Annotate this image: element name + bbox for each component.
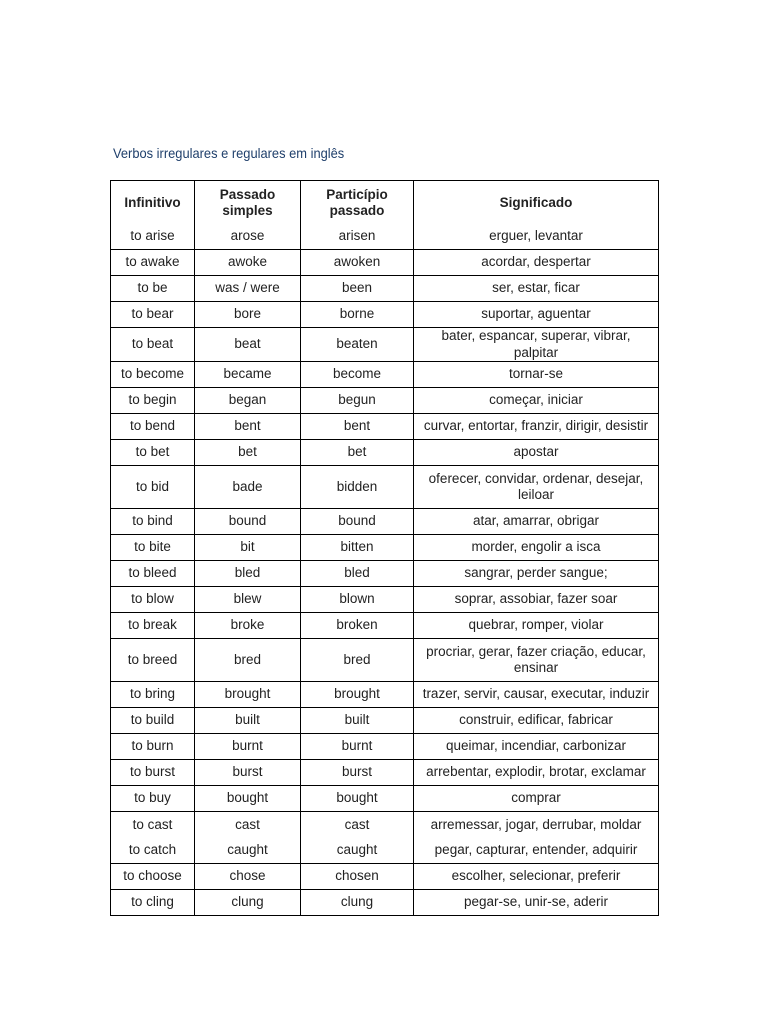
passado-simples-cell: was / were [195, 276, 301, 302]
passado-simples-cell: bred [195, 639, 301, 682]
participio-passado-cell: begun [301, 388, 414, 414]
significado-cell: escolher, selecionar, preferir [414, 864, 659, 890]
table-row [111, 812, 659, 838]
infinitivo-cell: to blow [111, 587, 195, 613]
infinitivo-cell: to beat [111, 328, 195, 362]
participio-passado-cell: cast [301, 812, 414, 838]
infinitivo-cell: to breed [111, 639, 195, 682]
significado-cell: bater, espancar, superar, vibrar, palpitar [414, 328, 659, 362]
participio-passado-cell: burnt [301, 734, 414, 760]
table-row [111, 466, 659, 509]
significado-cell: soprar, assobiar, fazer soar [414, 587, 659, 613]
header-significado: Significado [414, 181, 659, 224]
passado-simples-cell: bet [195, 440, 301, 466]
header-participio-passado-text: Particípio passado [326, 186, 388, 219]
significado-cell: suportar, aguentar [414, 302, 659, 328]
infinitivo-cell: to be [111, 276, 195, 302]
passado-simples-cell: arose [195, 224, 301, 250]
participio-passado-cell: bidden [301, 466, 414, 509]
participio-passado-cell: beaten [301, 328, 414, 362]
infinitivo-cell: to bite [111, 535, 195, 561]
passado-simples-cell: bought [195, 786, 301, 812]
table-row [111, 362, 659, 388]
table-row [111, 682, 659, 708]
table-row [111, 414, 659, 440]
participio-passado-cell: built [301, 708, 414, 734]
significado-cell: morder, engolir a isca [414, 535, 659, 561]
infinitivo-cell: to begin [111, 388, 195, 414]
significado-cell: começar, iniciar [414, 388, 659, 414]
header-passado-simples [195, 181, 301, 224]
header-participio-passado [301, 181, 414, 224]
table-row [111, 224, 659, 250]
table-row [111, 328, 659, 362]
passado-simples-cell: bit [195, 535, 301, 561]
table-row [111, 302, 659, 328]
verbs-table [110, 180, 659, 916]
passado-simples-cell: blew [195, 587, 301, 613]
table-body [111, 224, 659, 916]
passado-simples-cell: bled [195, 561, 301, 587]
participio-passado-cell: blown [301, 587, 414, 613]
participio-passado-cell: chosen [301, 864, 414, 890]
passado-simples-cell: awoke [195, 250, 301, 276]
table-row [111, 587, 659, 613]
participio-passado-cell: burst [301, 760, 414, 786]
significado-cell: arrebentar, explodir, brotar, exclamar [414, 760, 659, 786]
passado-simples-cell: chose [195, 864, 301, 890]
header-infinitivo: Infinitivo [111, 181, 195, 224]
infinitivo-cell: to build [111, 708, 195, 734]
passado-simples-cell: built [195, 708, 301, 734]
participio-passado-cell: borne [301, 302, 414, 328]
passado-simples-cell: bore [195, 302, 301, 328]
participio-passado-cell: arisen [301, 224, 414, 250]
infinitivo-cell: to bleed [111, 561, 195, 587]
infinitivo-cell: to awake [111, 250, 195, 276]
significado-cell: acordar, despertar [414, 250, 659, 276]
table-row [111, 708, 659, 734]
infinitivo-cell: to choose [111, 864, 195, 890]
participio-passado-cell: bred [301, 639, 414, 682]
passado-simples-cell: bade [195, 466, 301, 509]
significado-cell: trazer, servir, causar, executar, induzir [414, 682, 659, 708]
passado-simples-cell: bound [195, 509, 301, 535]
infinitivo-cell: to bind [111, 509, 195, 535]
significado-cell: curvar, entortar, franzir, dirigir, desistir [414, 414, 659, 440]
table-row [111, 639, 659, 682]
infinitivo-cell: to catch [111, 838, 195, 864]
table-row [111, 786, 659, 812]
table-row [111, 613, 659, 639]
significado-cell: atar, amarrar, obrigar [414, 509, 659, 535]
participio-passado-cell: broken [301, 613, 414, 639]
significado-cell: ser, estar, ficar [414, 276, 659, 302]
passado-simples-cell: burst [195, 760, 301, 786]
participio-passado-cell: been [301, 276, 414, 302]
significado-cell: arremessar, jogar, derrubar, moldar [414, 812, 659, 838]
significado-cell: quebrar, romper, violar [414, 613, 659, 639]
participio-passado-cell: clung [301, 890, 414, 916]
table-header-row [111, 181, 659, 224]
table-row [111, 509, 659, 535]
infinitivo-cell: to break [111, 613, 195, 639]
participio-passado-cell: awoken [301, 250, 414, 276]
significado-cell: comprar [414, 786, 659, 812]
passado-simples-cell: broke [195, 613, 301, 639]
significado-cell: construir, edificar, fabricar [414, 708, 659, 734]
infinitivo-cell: to become [111, 362, 195, 388]
significado-cell: oferecer, convidar, ordenar, desejar, leiloar [414, 466, 659, 509]
participio-passado-cell: bled [301, 561, 414, 587]
infinitivo-cell: to burst [111, 760, 195, 786]
infinitivo-cell: to burn [111, 734, 195, 760]
passado-simples-cell: bent [195, 414, 301, 440]
table-row [111, 440, 659, 466]
significado-cell: apostar [414, 440, 659, 466]
infinitivo-cell: to bid [111, 466, 195, 509]
infinitivo-cell: to bear [111, 302, 195, 328]
table-row [111, 838, 659, 864]
table-row [111, 276, 659, 302]
passado-simples-cell: beat [195, 328, 301, 362]
passado-simples-cell: became [195, 362, 301, 388]
header-passado-simples-text: Passado simples [219, 186, 276, 219]
significado-cell: queimar, incendiar, carbonizar [414, 734, 659, 760]
table-row [111, 734, 659, 760]
table-row [111, 535, 659, 561]
participio-passado-cell: bitten [301, 535, 414, 561]
participio-passado-cell: bought [301, 786, 414, 812]
participio-passado-cell: become [301, 362, 414, 388]
passado-simples-cell: clung [195, 890, 301, 916]
passado-simples-cell: cast [195, 812, 301, 838]
significado-cell: procriar, gerar, fazer criação, educar, ensinar [414, 639, 659, 682]
significado-cell: pegar-se, unir-se, aderir [414, 890, 659, 916]
significado-cell: sangrar, perder sangue; [414, 561, 659, 587]
infinitivo-cell: to bring [111, 682, 195, 708]
participio-passado-cell: bound [301, 509, 414, 535]
passado-simples-cell: caught [195, 838, 301, 864]
table-row [111, 250, 659, 276]
document-title: Verbos irregulares e regulares em inglês [113, 145, 345, 161]
participio-passado-cell: caught [301, 838, 414, 864]
passado-simples-cell: brought [195, 682, 301, 708]
participio-passado-cell: brought [301, 682, 414, 708]
participio-passado-cell: bet [301, 440, 414, 466]
significado-cell: tornar-se [414, 362, 659, 388]
table-row [111, 388, 659, 414]
significado-cell: pegar, capturar, entender, adquirir [414, 838, 659, 864]
table-row [111, 890, 659, 916]
table-row [111, 760, 659, 786]
infinitivo-cell: to bend [111, 414, 195, 440]
table-row [111, 864, 659, 890]
infinitivo-cell: to buy [111, 786, 195, 812]
table-row [111, 561, 659, 587]
participio-passado-cell: bent [301, 414, 414, 440]
infinitivo-cell: to arise [111, 224, 195, 250]
passado-simples-cell: burnt [195, 734, 301, 760]
significado-cell: erguer, levantar [414, 224, 659, 250]
passado-simples-cell: began [195, 388, 301, 414]
infinitivo-cell: to cast [111, 812, 195, 838]
infinitivo-cell: to bet [111, 440, 195, 466]
infinitivo-cell: to cling [111, 890, 195, 916]
